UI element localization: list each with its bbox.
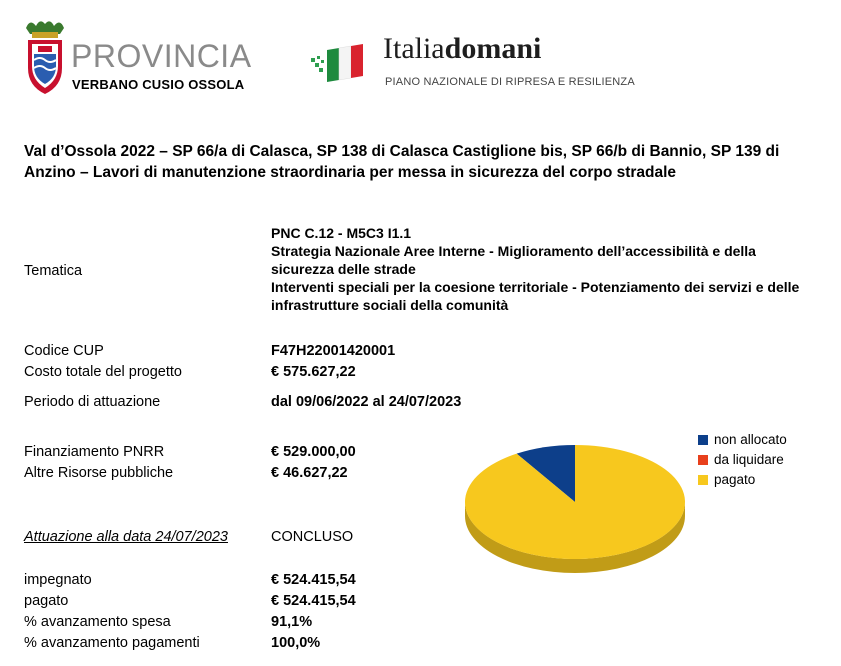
pagato-value: € 524.415,54	[271, 593, 356, 609]
tematica-line: PNC C.12 - M5C3 I1.1	[271, 225, 412, 241]
legend-item	[698, 470, 787, 490]
legend-label: non allocato	[714, 432, 787, 447]
project-title: Val d’Ossola 2022 – SP 66/a di Calasca, SP 138 di Calasca Castiglione bis, SP 66/b di Bannio, SP 139 di Anzino – Lavori di manutenzione straordinaria per messa in sicurezza del corpo stradale	[24, 143, 780, 181]
tematica-label: Tematica	[24, 263, 83, 279]
costo-totale-label: Costo totale del progetto	[24, 364, 182, 380]
provincia-wordmark: PROVINCIA	[71, 38, 252, 74]
finanziamento-label: Finanziamento PNRR	[24, 444, 165, 460]
finanziamento-value: € 529.000,00	[271, 444, 356, 460]
periodo-value: dal 09/06/2022 al 24/07/2023	[271, 394, 462, 410]
pagato-label: pagato	[24, 593, 69, 609]
altre-risorse-label: Altre Risorse pubbliche	[24, 465, 174, 481]
avanzamento-pagamenti-label: % avanzamento pagamenti	[24, 635, 200, 651]
chart-legend	[698, 430, 787, 490]
avanzamento-spesa-label: % avanzamento spesa	[24, 614, 171, 630]
italy-flag-icon	[305, 30, 375, 92]
legend-item	[698, 430, 787, 450]
provincia-coat-of-arms-icon	[20, 18, 70, 96]
costo-totale-value: € 575.627,22	[271, 364, 356, 380]
legend-label: pagato	[714, 472, 756, 487]
legend-item	[698, 450, 787, 470]
avanzamento-pagamenti-value: 100,0%	[271, 635, 321, 651]
provincia-subtitle: VERBANO CUSIO OSSOLA	[72, 77, 245, 92]
pie-slice-pagato	[465, 445, 685, 559]
impegnato-label: impegnato	[24, 572, 92, 588]
periodo-label: Periodo di attuazione	[24, 394, 161, 410]
attuazione-status: CONCLUSO	[271, 529, 354, 545]
codice-cup-value: F47H22001420001	[271, 343, 396, 359]
altre-risorse-value: € 46.627,22	[271, 465, 348, 481]
italiadomani-wordmark: Italiadomani	[383, 32, 542, 65]
codice-cup-label: Codice CUP	[24, 343, 104, 359]
legend-label: da liquidare	[714, 452, 784, 467]
tematica-line: Interventi speciali per la coesione territoriale - Potenziamento dei servizi e delle infrastrutture sociali della comunità	[271, 279, 800, 313]
spesa-pie-chart	[455, 440, 695, 580]
tematica-line: Strategia Nazionale Aree Interne - Miglioramento dell’accessibilità e della sicurezza delle strade	[271, 243, 756, 277]
italiadomani-subtitle: PIANO NAZIONALE DI RIPRESA E RESILIENZA	[385, 76, 635, 88]
attuazione-label: Attuazione alla data 24/07/2023	[24, 529, 228, 545]
avanzamento-spesa-value: 91,1%	[271, 614, 313, 630]
legend-swatch	[698, 455, 708, 465]
impegnato-value: € 524.415,54	[271, 572, 356, 588]
tematica-value	[271, 224, 811, 314]
legend-swatch	[698, 475, 708, 485]
legend-swatch	[698, 435, 708, 445]
